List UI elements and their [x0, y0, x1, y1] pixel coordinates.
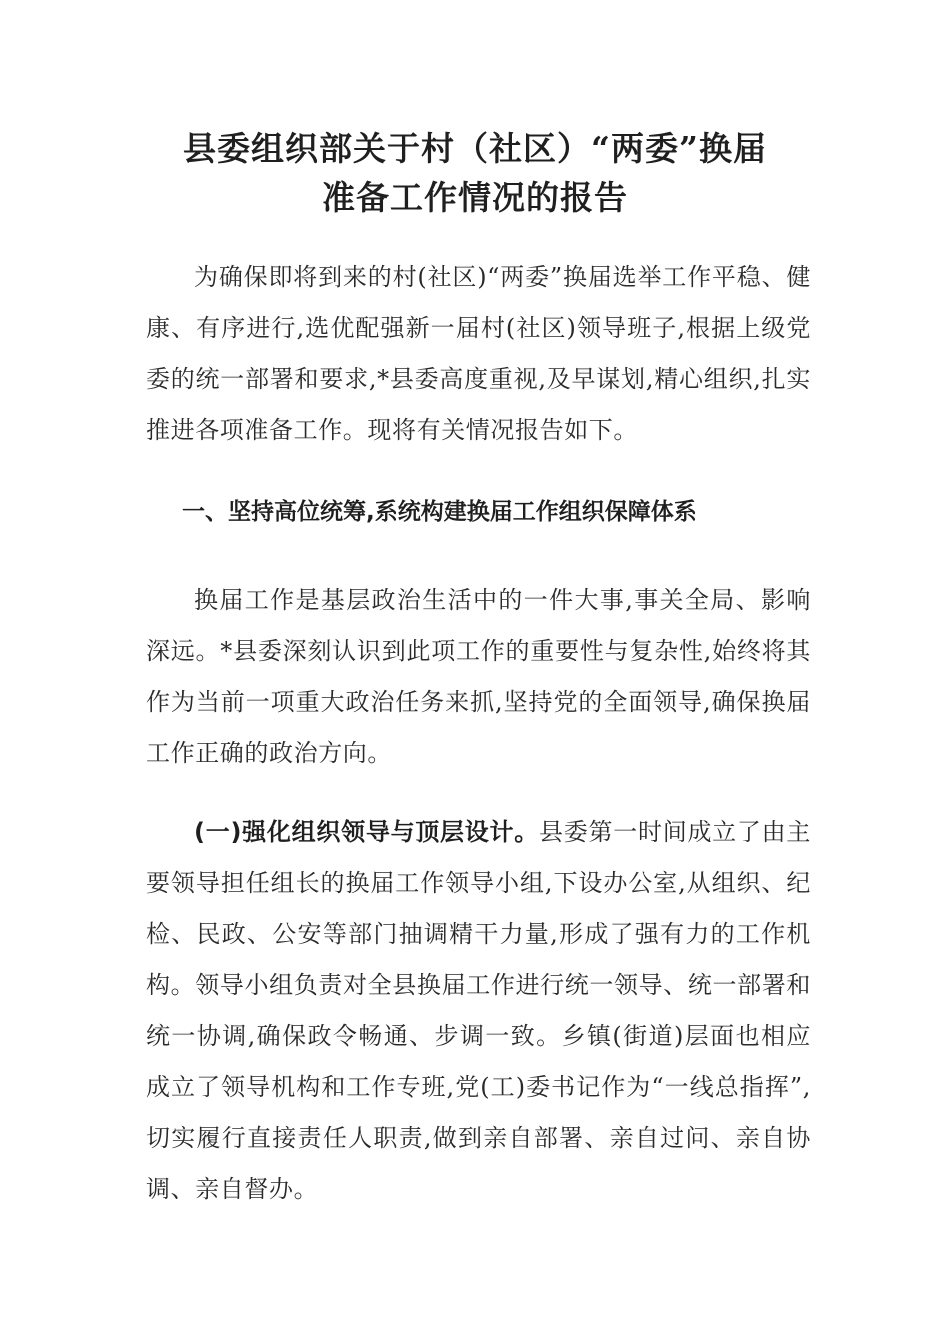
subsection-1-paragraph — [146, 807, 811, 1215]
intro-paragraph: 为确保即将到来的村(社区)“两委”换届选举工作平稳、健康、有序进行,选优配强新一届村(社区)领导班子,根据上级党委的统一部署和要求,*县委高度重视,及早谋划,精心组织,扎实推进各项准备工作。现将有关情况报告如下。 — [146, 263, 811, 444]
document-title-line-2: 准备工作情况的报告 — [322, 178, 628, 217]
section-1-paragraph: 换届工作是基层政治生活中的一件大事,事关全局、影响深远。*县委深刻认识到此项工作的重要性与复杂性,始终将其作为当前一项重大政治任务来抓,坚持党的全面领导,确保换届工作正确的政治方向。 — [146, 586, 811, 767]
subsection-1-body: 县委第一时间成立了由主要领导担任组长的换届工作领导小组,下设办公室,从组织、纪检、民政、公安等部门抽调精干力量,形成了强有力的工作机构。领导小组负责对全县换届工作进行统一领导、统一部署和统一协调,确保政令畅通、步调一致。乡镇(街道)层面也相应成立了领导机构和工作专班,党(工)委书记作为“一线总指挥”,切实履行直接责任人职责,做到亲自部署、亲自过问、亲自协调、亲自督办。 — [146, 818, 811, 1203]
subsection-1-lead: (一)强化组织领导与顶层设计。 — [194, 818, 540, 846]
document-title-line-1: 县委组织部关于村（社区）“两委”换届 — [183, 129, 767, 168]
section-1-heading: 一、坚持高位统筹,系统构建换届工作组织保障体系 — [182, 499, 697, 525]
